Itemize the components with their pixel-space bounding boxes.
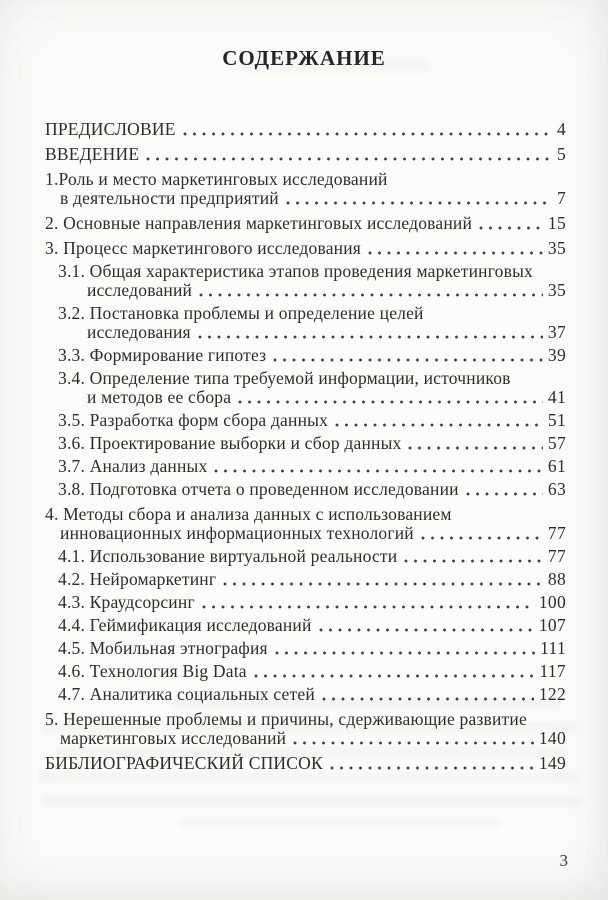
toc-page-number: 41: [547, 387, 566, 407]
toc-dot-leader: [466, 482, 543, 499]
toc-entry-label: БИБЛИОГРАФИЧЕСКИЙ СПИСОК: [45, 753, 323, 773]
toc-entry-label: 1.Роль и место маркетинговых исследований: [45, 169, 388, 189]
toc-entry: [0, 685, 566, 704]
toc-entry-label: 4. Методы сбора и анализа данных с использованием: [45, 504, 452, 524]
bleed-through-artifact: [42, 796, 582, 807]
toc-entry-label: 3.1. Общая характеристика этапов проведения маркетинговых: [58, 261, 533, 281]
toc-dot-leader: [238, 390, 543, 407]
toc-dot-leader: [319, 618, 534, 635]
toc-entry-label: и методов ее сбора: [87, 387, 232, 407]
toc-page-number: 37: [547, 322, 566, 342]
toc-dot-leader: [273, 348, 543, 365]
page-number: 3: [559, 851, 568, 870]
toc-dot-leader: [368, 241, 543, 258]
toc-entry-label: 3.5. Разработка форм сбора данных: [58, 410, 329, 430]
toc-entry: [0, 457, 566, 476]
toc-entry: [0, 593, 566, 612]
toc-entry-label: 4.7. Аналитика социальных сетей: [58, 684, 315, 704]
page-title: СОДЕРЖАНИЕ: [222, 46, 386, 70]
toc-dot-leader: [286, 191, 552, 208]
toc-entry-label: 2. Основные направления маркетинговых исследований: [45, 213, 473, 233]
toc-page-number: 5: [556, 144, 566, 164]
toc-dot-leader: [183, 122, 552, 139]
toc-entry: [0, 662, 566, 681]
toc-entry: [0, 480, 566, 499]
toc-entry-label: исследования: [87, 322, 191, 342]
toc-entry: [0, 120, 566, 139]
toc-dot-leader: [199, 283, 543, 300]
toc-page-number: 15: [547, 213, 566, 233]
toc-entry: [0, 434, 566, 453]
toc-entry: [0, 729, 566, 748]
bleed-through-artifact: [38, 772, 578, 783]
toc-entry-label: 5. Нерешенные проблемы и причины, сдерживающие развитие: [45, 709, 527, 729]
toc-entry: [0, 547, 566, 566]
toc-dot-leader: [202, 595, 534, 612]
toc-page-number: 63: [547, 479, 566, 499]
toc-dot-leader: [293, 731, 534, 748]
toc-entry: [0, 639, 566, 658]
toc-entry-label: исследований: [87, 280, 193, 300]
toc-page-number: 77: [547, 546, 566, 566]
toc-entry: [0, 754, 566, 773]
toc-page-number: 107: [538, 615, 566, 635]
toc-entry-label: 4.6. Технология Big Data: [58, 661, 247, 681]
toc-entry-label: 4.1. Использование виртуальной реальности: [58, 546, 398, 566]
toc-entry: [0, 388, 566, 407]
toc-dot-leader: [322, 687, 534, 704]
toc-entry: [0, 189, 566, 208]
toc-dot-leader: [254, 664, 535, 681]
toc-entry: [0, 616, 566, 635]
toc-page-number: 88: [547, 569, 566, 589]
toc-dot-leader: [146, 147, 552, 164]
toc-page-number: 100: [538, 592, 566, 612]
toc-entry-label: 3.6. Проектирование выборки и сбор данных: [58, 433, 402, 453]
toc-entry: [0, 411, 566, 430]
toc-entry-label: 3.7. Анализ данных: [58, 456, 208, 476]
toc-entry: [0, 346, 566, 365]
toc-page-number: 140: [538, 728, 566, 748]
toc-dot-leader: [223, 572, 543, 589]
toc-page-number: 149: [538, 753, 566, 773]
toc-page-number: 7: [556, 188, 566, 208]
toc-entry: [0, 262, 566, 281]
toc-page-number: 39: [547, 345, 566, 365]
toc-page-number: 122: [538, 684, 566, 704]
toc-dot-leader: [335, 413, 543, 430]
toc-entry-label: 3.8. Подготовка отчета о проведенном исследовании: [58, 479, 459, 499]
toc-dot-leader: [275, 641, 535, 658]
toc-dot-leader: [479, 216, 543, 233]
bleed-through-artifact: [180, 818, 500, 828]
toc-dot-leader: [421, 526, 543, 543]
toc-dot-leader: [198, 325, 543, 342]
toc-entry-label: 3.2. Постановка проблемы и определение целей: [58, 303, 424, 323]
toc-entry: [0, 570, 566, 589]
toc-page-number: 51: [547, 410, 566, 430]
toc-entry: [0, 369, 566, 388]
toc-entry-label: 4.3. Краудсорсинг: [58, 592, 195, 612]
toc-entry-label: в деятельности предприятий: [60, 188, 279, 208]
toc-list: [0, 120, 608, 773]
toc-page-number: 35: [547, 238, 566, 258]
toc-entry-label: 4.2. Нейромаркетинг: [58, 569, 217, 589]
toc-entry-label: маркетинговых исследований: [60, 728, 287, 748]
toc-page-number: 77: [547, 523, 566, 543]
toc-entry-label: 3.3. Формирование гипотез: [58, 345, 267, 365]
toc-page-number: 35: [547, 280, 566, 300]
toc-page-number: 4: [556, 119, 566, 139]
toc-entry-label: ПРЕДИСЛОВИЕ: [45, 119, 176, 139]
toc-page-number: 61: [547, 456, 566, 476]
toc-entry: [0, 214, 566, 233]
toc-entry: [0, 710, 566, 729]
toc-entry-label: 3. Процесс маркетингового исследования: [45, 238, 362, 258]
toc-dot-leader: [214, 459, 542, 476]
toc-entry: [0, 281, 566, 300]
toc-entry: [0, 170, 566, 189]
toc-entry: [0, 239, 566, 258]
toc-entry-label: 4.5. Мобильная этнография: [58, 638, 268, 658]
toc-entry-label: ВВЕДЕНИЕ: [45, 144, 140, 164]
toc-page-number: 57: [547, 433, 566, 453]
toc-entry: [0, 323, 566, 342]
toc-page-number: 111: [540, 638, 566, 658]
toc-page-number: 117: [539, 661, 566, 681]
toc-entry: [0, 524, 566, 543]
toc-dot-leader: [404, 549, 543, 566]
toc-entry-label: 3.4. Определение типа требуемой информации, источников: [58, 368, 511, 388]
toc-entry-label: 4.4. Геймификация исследований: [58, 615, 312, 635]
toc-dot-leader: [330, 756, 534, 773]
toc-entry: [0, 505, 566, 524]
toc-entry: [0, 304, 566, 323]
toc-entry: [0, 145, 566, 164]
toc-dot-leader: [408, 436, 542, 453]
toc-entry-label: инновационных информационных технологий: [60, 523, 414, 543]
